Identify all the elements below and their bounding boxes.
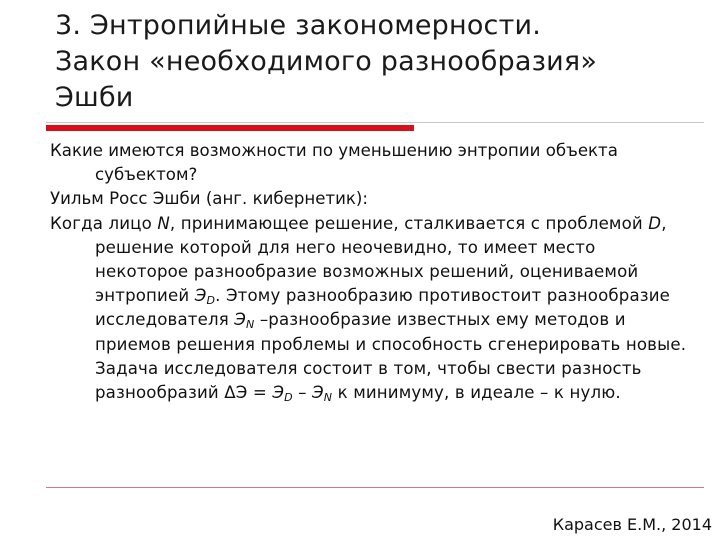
- entropy-symbol: Э: [312, 383, 324, 403]
- slide-body: [50, 139, 690, 405]
- entropy-symbol: Э: [234, 310, 247, 330]
- entropy-symbol: Э: [194, 286, 207, 306]
- entropy-subscript: N: [323, 391, 333, 405]
- question-paragraph: Какие имеются возможности по уменьшению энтропии объекта субъектом?: [50, 141, 618, 185]
- entropy-subscript: N: [246, 318, 255, 332]
- title-line-2: Закон «необходимого разнообразия»: [55, 46, 598, 77]
- law-text: –разнообразие известных ему методов и приемов решения проблемы и способность сгенерировать новые. Задача исследователя состоит в том, чтобы свести разность разнообразий ΔЭ =: [95, 310, 687, 403]
- entropy-symbol: Э: [272, 383, 285, 403]
- entropy-subscript: D: [206, 294, 216, 308]
- law-text: . Этому разнообразию противостоит разнообразие исследователя: [95, 286, 671, 330]
- var-d: D: [648, 213, 662, 233]
- law-text: , решение которой для него неочевидно, то имеет место некоторое разнообразие возможных решений, оцениваемой энтропией: [95, 213, 667, 306]
- law-text: , принимающее решение, сталкивается с проблемой: [169, 213, 649, 233]
- title-divider: [46, 122, 704, 123]
- law-text: к минимуму, в идеале – к нулю.: [332, 383, 621, 403]
- law-text: Когда лицо: [50, 213, 158, 233]
- title-line-3: Эшби: [55, 82, 134, 113]
- law-paragraph: [50, 212, 690, 406]
- footer-credit: Карасев Е.М., 2014: [552, 515, 712, 534]
- var-n: N: [157, 213, 170, 233]
- author-paragraph: Уильм Росс Эшби (анг. кибернетик):: [50, 189, 368, 209]
- title-line-1: 3. Энтропийные закономерности.: [55, 10, 542, 41]
- law-text: –: [292, 383, 313, 403]
- title-accent-bar: [46, 125, 414, 131]
- footer-divider: [46, 487, 704, 488]
- entropy-subscript: D: [284, 391, 293, 405]
- slide-title: [55, 8, 695, 116]
